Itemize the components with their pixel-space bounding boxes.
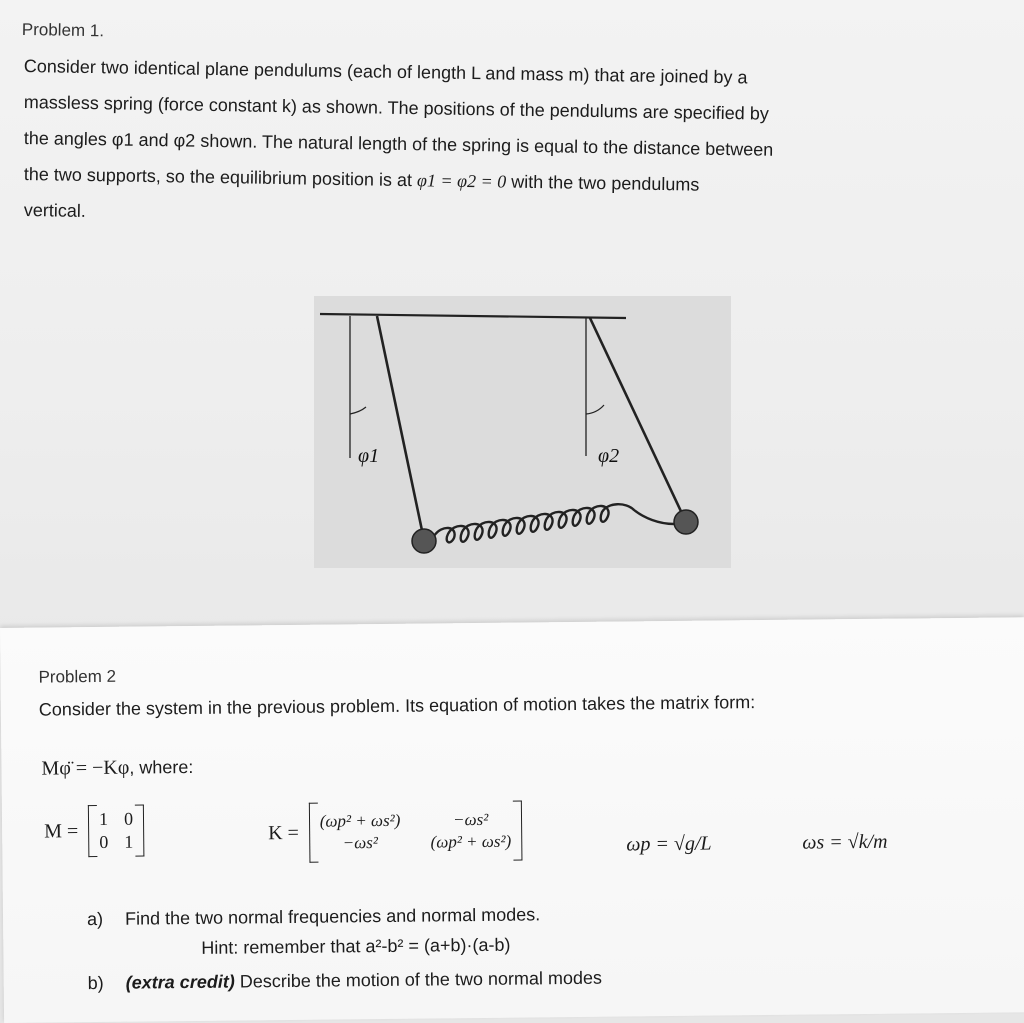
m-entry-12: 0 [123, 808, 134, 829]
m-entry-11: 1 [98, 808, 109, 829]
k-entry-21: −ωs² [342, 833, 378, 853]
mass-matrix-label: M = [44, 819, 79, 843]
stiffness-matrix-left-bracket [309, 803, 319, 863]
hint-text: Hint: remember that a²-b² = (a+b)·(a-b) [201, 934, 511, 958]
pendulum-bob-right [674, 510, 698, 534]
problem-1-heading: Problem 1. [21, 20, 105, 41]
stiffness-matrix-entries [320, 810, 512, 854]
pendulum-figure [314, 296, 731, 568]
part-b-line [126, 968, 602, 994]
problem-1-line-4-start: the two supports, so the equilibrium position is at [23, 164, 413, 191]
mass-matrix-left-bracket [88, 805, 98, 857]
k-entry-11: (ωp² + ωs²) [319, 810, 401, 831]
mass-matrix-right-bracket [135, 805, 145, 857]
problem-1-line-2: massless spring (force constant k) as shown. The positions of the pendulums are specified by [23, 92, 769, 124]
omega-s-definition: ωs = √k/m [802, 830, 888, 854]
problem-1-line-1: Consider two identical plane pendulums (each of length L and mass m) that are joined by a [23, 56, 748, 88]
coupling-spring [434, 504, 674, 542]
pendulum-rod-left [377, 316, 424, 540]
problem-1-line-5: vertical. [23, 200, 87, 221]
extra-credit-label: (extra credit) [125, 971, 235, 993]
k-entry-22: (ωp² + ωs²) [430, 831, 512, 852]
pendulum-bob-left [412, 529, 436, 553]
stiffness-matrix-right-bracket [513, 801, 523, 861]
equilibrium-condition: φ1 = φ2 = 0 [416, 170, 507, 192]
m-entry-22: 1 [124, 831, 134, 852]
angle-arc-left [350, 407, 366, 414]
phi-1-label: φ1 [358, 445, 380, 467]
part-b-text: Describe the motion of the two normal modes [239, 967, 603, 992]
equation-of-motion-line [41, 756, 193, 781]
where-text: , where: [129, 756, 194, 778]
stiffness-matrix [268, 801, 525, 864]
part-b-marker: b) [87, 972, 104, 994]
mass-matrix-entries [99, 809, 133, 853]
equation-of-motion: Mφ̈ = −Kφ [41, 756, 130, 780]
m-entry-21: 0 [99, 831, 109, 852]
problem-1-line-3: the angles φ1 and φ2 shown. The natural length of the spring is equal to the distance between [23, 128, 774, 160]
problem-1-line-4-end: with the two pendulums [511, 171, 700, 195]
pendulum-diagram [314, 296, 731, 568]
pendulum-rod-right [590, 318, 686, 522]
angle-arc-right [586, 405, 604, 414]
stiffness-matrix-label: K = [268, 821, 300, 844]
problem-2-sheet [0, 617, 1024, 1023]
problem-2-heading: Problem 2 [38, 666, 117, 687]
problem-2-intro: Consider the system in the previous problem. Its equation of motion takes the matrix form: [38, 692, 756, 720]
ceiling-support [320, 314, 626, 318]
part-a-marker: a) [86, 908, 104, 930]
omega-p-definition: ωp = √g/L [626, 832, 712, 856]
phi-2-label: φ2 [598, 445, 620, 467]
mass-matrix [44, 804, 147, 857]
k-entry-12: −ωs² [452, 809, 489, 830]
problem-1-line-4 [24, 164, 700, 196]
part-a-text: Find the two normal frequencies and normal modes. [124, 904, 541, 929]
